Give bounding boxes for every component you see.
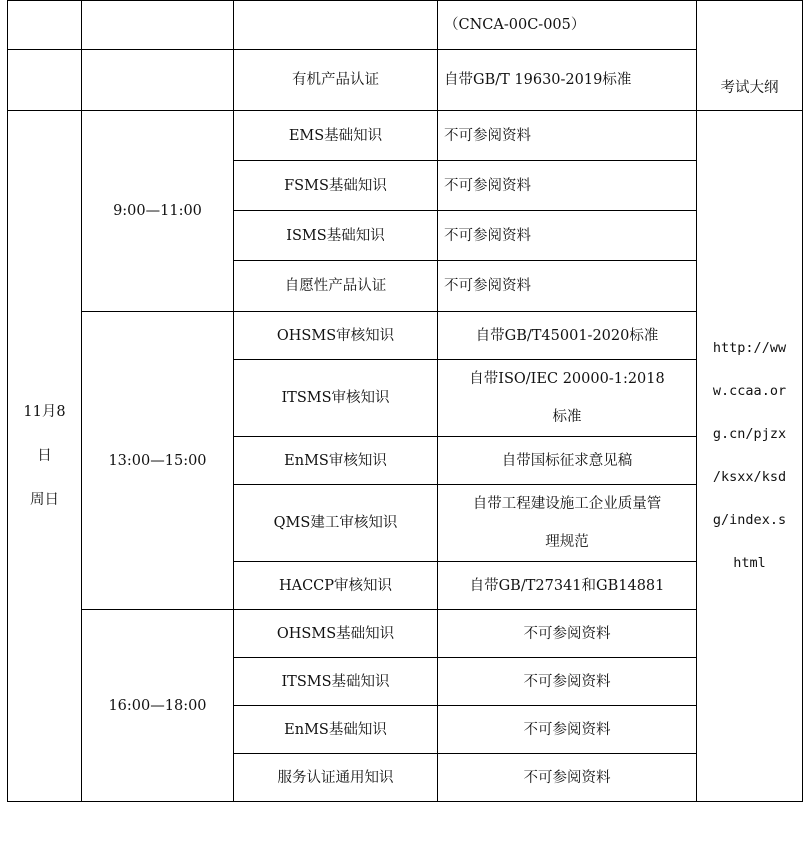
material-cell: 不可参阅资料 bbox=[438, 211, 697, 261]
syllabus-url[interactable] bbox=[703, 327, 796, 585]
subject-cell: ITSMS基础知识 bbox=[234, 658, 438, 706]
material-line: 自带工程建设施工企业质量管 bbox=[472, 496, 662, 512]
url-line: html bbox=[733, 555, 766, 571]
subject-cell: FSMS基础知识 bbox=[234, 161, 438, 211]
subject-cell: EMS基础知识 bbox=[234, 111, 438, 161]
material-cell: 自带GB/T27341和GB14881 bbox=[438, 562, 697, 610]
subject-cell: 有机产品认证 bbox=[234, 50, 438, 111]
material-cell: 不可参阅资料 bbox=[438, 610, 697, 658]
material-cell: 不可参阅资料 bbox=[438, 161, 697, 211]
url-line: /ksxx/ksd bbox=[712, 469, 787, 485]
date-line: 日 bbox=[37, 448, 52, 464]
date-cell-empty bbox=[8, 50, 82, 111]
time-cell: 13:00—15:00 bbox=[82, 312, 234, 610]
subject-cell: EnMS基础知识 bbox=[234, 706, 438, 754]
subject-cell: ITSMS审核知识 bbox=[234, 360, 438, 437]
url-line: g/index.s bbox=[712, 512, 787, 528]
subject-cell bbox=[234, 1, 438, 50]
material-cell: 自带国标征求意见稿 bbox=[438, 437, 697, 485]
url-line: w.ccaa.or bbox=[712, 383, 787, 399]
subject-cell: HACCP审核知识 bbox=[234, 562, 438, 610]
exam-schedule-table bbox=[7, 0, 803, 802]
material-cell: 不可参阅资料 bbox=[438, 658, 697, 706]
time-cell: 16:00—18:00 bbox=[82, 610, 234, 802]
subject-cell: 服务认证通用知识 bbox=[234, 754, 438, 802]
subject-cell: QMS建工审核知识 bbox=[234, 485, 438, 562]
time-cell: 9:00—11:00 bbox=[82, 111, 234, 312]
time-cell-empty bbox=[82, 1, 234, 50]
date-cell bbox=[8, 111, 82, 802]
weekday-line: 周日 bbox=[30, 492, 59, 508]
table-row bbox=[8, 312, 803, 360]
material-line: 标准 bbox=[552, 409, 582, 425]
material-cell: 不可参阅资料 bbox=[438, 754, 697, 802]
syllabus-label: 考试大纲 bbox=[720, 80, 779, 96]
table-row bbox=[8, 1, 803, 50]
material-cell bbox=[438, 360, 697, 437]
material-cell: 不可参阅资料 bbox=[438, 111, 697, 161]
material-cell: 自带GB/T45001-2020标准 bbox=[438, 312, 697, 360]
table-row bbox=[8, 610, 803, 658]
url-line: http://ww bbox=[712, 340, 787, 356]
material-line: 理规范 bbox=[545, 534, 589, 550]
url-line: g.cn/pjzx bbox=[712, 426, 787, 442]
date-cell-empty bbox=[8, 1, 82, 50]
date-line: 11月8 bbox=[23, 404, 66, 420]
subject-cell: OHSMS基础知识 bbox=[234, 610, 438, 658]
material-cell: 不可参阅资料 bbox=[438, 261, 697, 312]
subject-cell: OHSMS审核知识 bbox=[234, 312, 438, 360]
table-row bbox=[8, 111, 803, 161]
material-cell: 自带GB/T 19630-2019标准 bbox=[438, 50, 697, 111]
material-cell: 不可参阅资料 bbox=[438, 706, 697, 754]
subject-cell: EnMS审核知识 bbox=[234, 437, 438, 485]
side-cell-top bbox=[697, 1, 803, 111]
material-line: 自带ISO/IEC 20000-1:2018 bbox=[469, 371, 665, 387]
time-cell-empty bbox=[82, 50, 234, 111]
table-row bbox=[8, 50, 803, 111]
subject-cell: 自愿性产品认证 bbox=[234, 261, 438, 312]
subject-cell: ISMS基础知识 bbox=[234, 211, 438, 261]
material-cell: （CNCA-00C-005） bbox=[438, 1, 697, 50]
material-cell bbox=[438, 485, 697, 562]
syllabus-url-cell bbox=[697, 111, 803, 802]
